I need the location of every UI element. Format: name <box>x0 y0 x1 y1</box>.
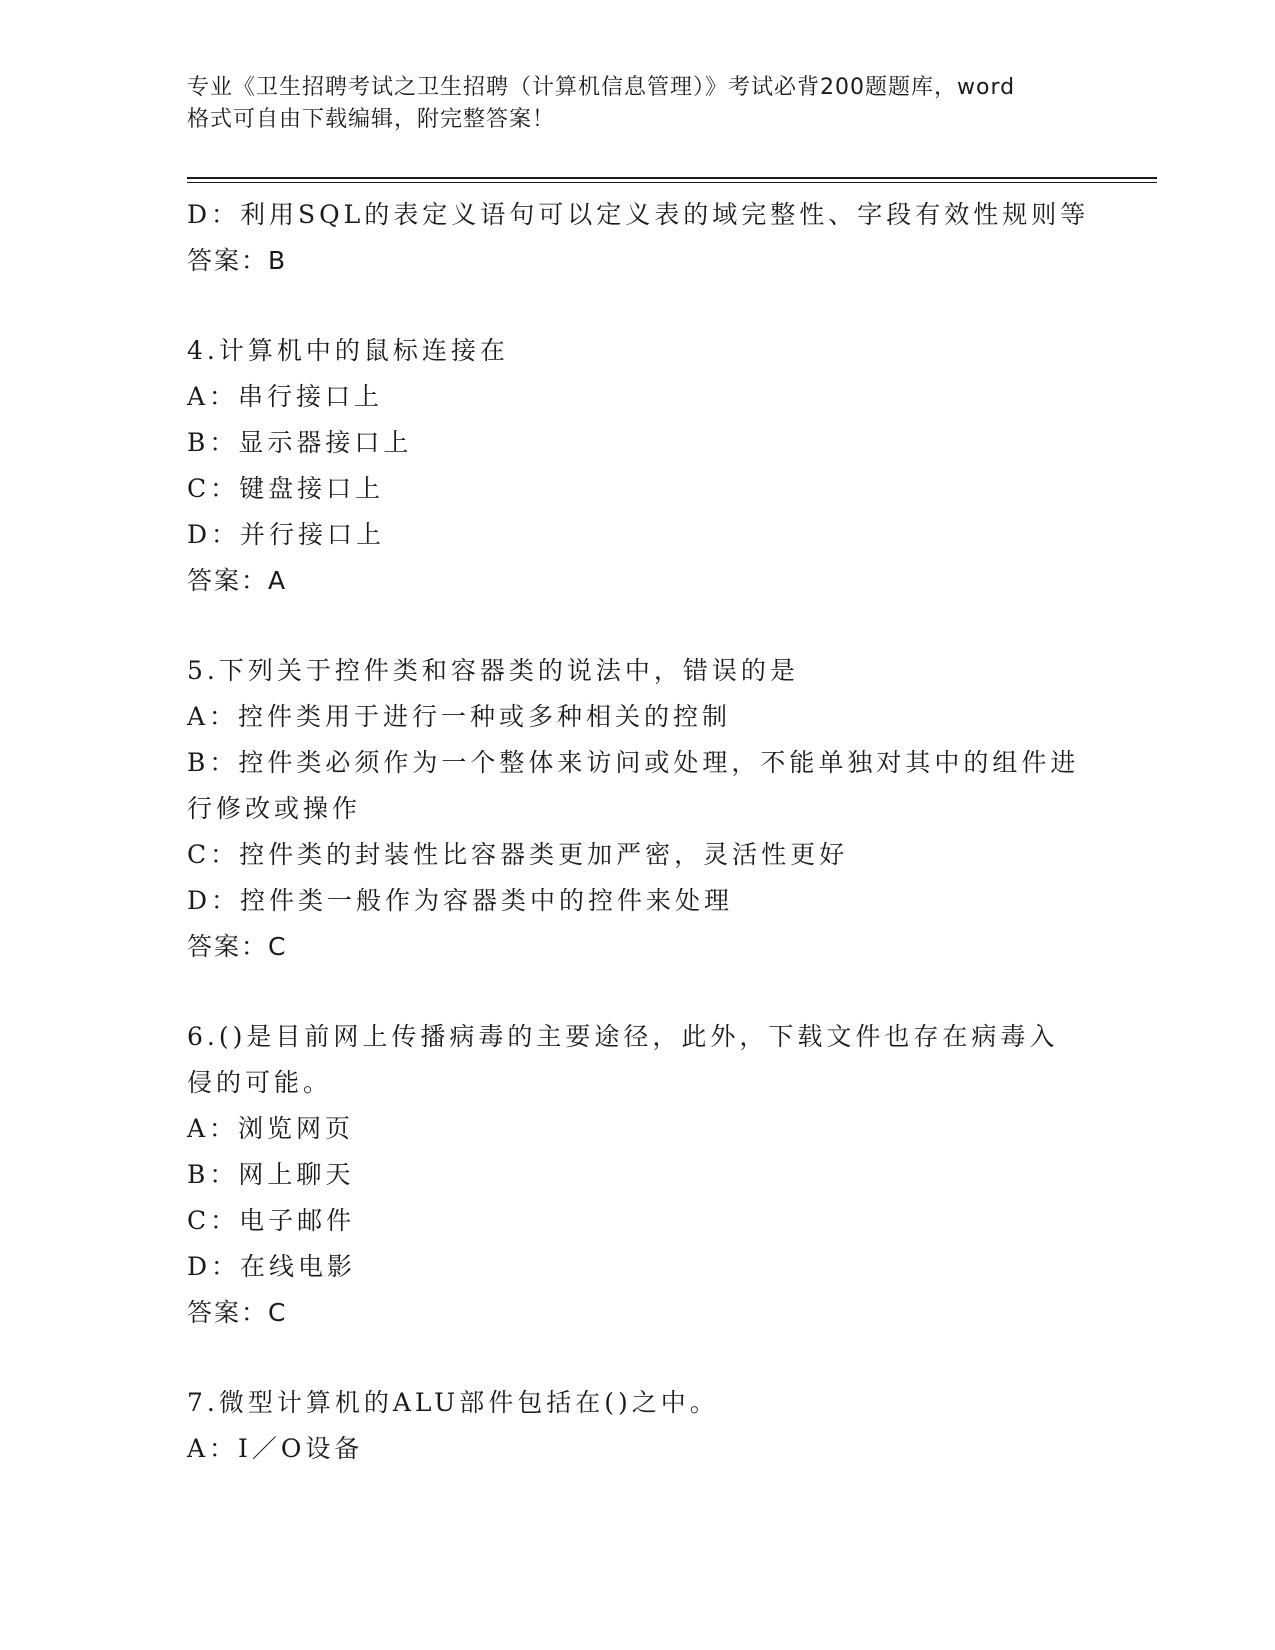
question-block <box>187 192 1090 284</box>
option-line: D：并行接口上 <box>187 520 386 549</box>
question-block <box>187 328 1087 604</box>
answer-line: 答案：B <box>187 246 288 275</box>
option-line: A：串行接口上 <box>187 382 384 411</box>
option-line: B：显示器接口上 <box>187 428 413 457</box>
header-title-line1: 专业《卫生招聘考试之卫生招聘（计算机信息管理）》考试必背200题题库，word <box>187 75 1016 100</box>
option-line: A：控件类用于进行一种或多种相关的控制 <box>187 702 732 731</box>
header-rule-thick <box>187 177 1157 179</box>
question-list <box>187 192 1090 1472</box>
question-block <box>187 1014 1087 1336</box>
answer-line: 答案：A <box>187 566 288 595</box>
question-stem: 7.微型计算机的ALU部件包括在()之中。 <box>187 1388 719 1417</box>
option-line: D：利用SQL的表定义语句可以定义表的域完整性、字段有效性规则等 <box>187 200 1090 229</box>
question-stem-continued: 侵的可能。 <box>187 1068 333 1097</box>
question-block <box>187 648 1087 970</box>
header-rule-thin <box>187 182 1157 183</box>
header-title-line2: 格式可自由下载编辑，附完整答案！ <box>187 107 556 132</box>
answer-line: 答案：C <box>187 932 288 961</box>
option-line: A：I／O设备 <box>187 1434 364 1463</box>
option-line: C：键盘接口上 <box>187 474 385 503</box>
answer-line: 答案：C <box>187 1298 288 1327</box>
option-line: A：浏览网页 <box>187 1114 355 1143</box>
question-stem: 4.计算机中的鼠标连接在 <box>187 336 509 365</box>
option-line: C：电子邮件 <box>187 1206 356 1235</box>
question-stem: 5.下列关于控件类和容器类的说法中，错误的是 <box>187 656 799 685</box>
option-line: B：网上聊天 <box>187 1160 355 1189</box>
document-header <box>187 72 1087 136</box>
question-stem: 6.()是目前网上传播病毒的主要途径，此外，下载文件也存在病毒入 <box>187 1022 1059 1051</box>
option-line: D：控件类一般作为容器类中的控件来处理 <box>187 886 734 915</box>
question-block <box>187 1380 1087 1472</box>
option-line-continued: 行修改或操作 <box>187 794 362 823</box>
option-line: B：控件类必须作为一个整体来访问或处理，不能单独对其中的组件进 <box>187 748 1080 777</box>
option-line: D：在线电影 <box>187 1252 357 1281</box>
option-line: C：控件类的封装性比容器类更加严密，灵活性更好 <box>187 840 849 869</box>
